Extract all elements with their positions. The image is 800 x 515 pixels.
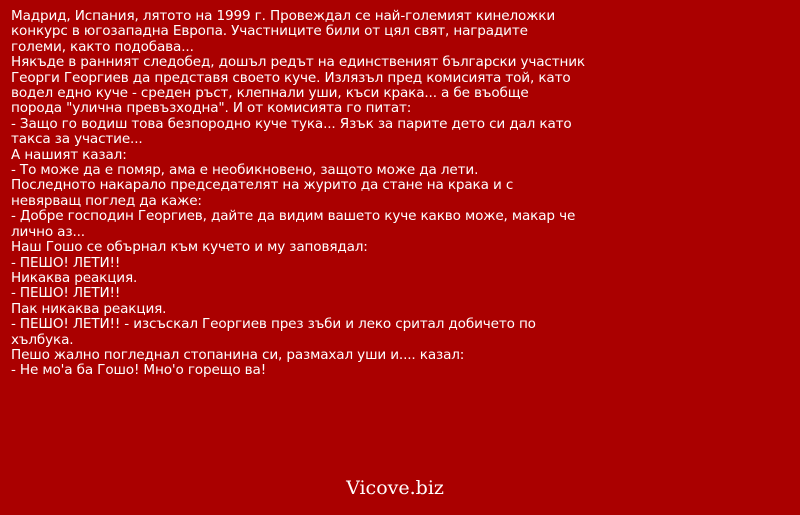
story-line: - То може да е помяр, ама е необикновено, защото може да лети. xyxy=(11,162,479,179)
story-line: А нашият казал: xyxy=(11,146,127,163)
story-line: такса за участие... xyxy=(11,131,143,148)
story-line: - ПЕШО! ЛЕТИ!! - изсъскал Георгиев през зъби и леко сритал добичето по xyxy=(11,316,536,333)
story-line: Пак никаква реакция. xyxy=(11,300,167,317)
story-line: водел едно куче - среден ръст, клепнали уши, къси крака... а бе въобще xyxy=(11,85,529,102)
story-line: Наш Гошо се обърнал към кучето и му заповядал: xyxy=(11,239,368,256)
story-line: - Защо го водиш това безпородно куче тука... Язък за парите дето си дал като xyxy=(11,115,572,132)
story-line: големи, както подобава... xyxy=(11,38,194,55)
story-line: порода "улична превъзходна". И от комисията го питат: xyxy=(11,100,412,117)
site-watermark: Vicove.biz xyxy=(346,477,444,499)
story-line: невярващ поглед да каже: xyxy=(11,192,202,209)
story-line: хълбука. xyxy=(11,331,74,348)
story-line: Последното накарало председателят на журито да стане на крака и с xyxy=(11,177,514,194)
story-line: Никаква реакция. xyxy=(11,269,138,286)
story-line: - ПЕШО! ЛЕТИ!! xyxy=(11,254,121,271)
story-line: лично аз... xyxy=(11,223,85,240)
story-line: конкурс в югозападна Европа. Участниците били от цял свят, наградите xyxy=(11,23,528,40)
story-line: Георги Георгиев да представя своето куче. Излязъл пред комисията той, като xyxy=(11,69,571,86)
story-line: Някъде в ранният следобед, дошъл редът на единственият български участник xyxy=(11,54,585,71)
story-line: Мадрид, Испания, лятото на 1999 г. Провеждал се най-големият кинеложки xyxy=(11,8,556,24)
story-line: - Добре господин Георгиев, дайте да видим вашето куче какво може, макар че xyxy=(11,208,576,225)
story-line: - Не мо'а ба Гошо! Мно'о горещо ва! xyxy=(11,362,267,379)
joke-text xyxy=(11,8,585,379)
story-line: - ПЕШО! ЛЕТИ!! xyxy=(11,285,121,302)
story-line: Пешо жално погледнал стопанина си, размахал уши и.... казал: xyxy=(11,346,465,363)
